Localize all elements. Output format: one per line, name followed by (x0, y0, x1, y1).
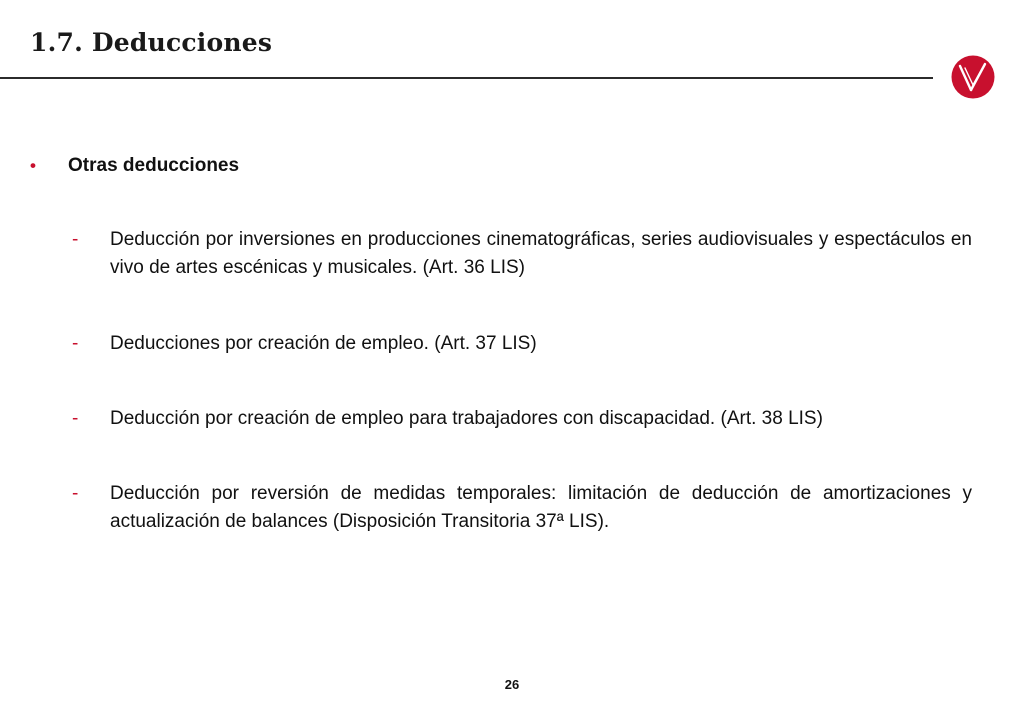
dash-marker: - (72, 229, 79, 250)
list-item-text: Deducciones por creación de empleo. (Art. 37 LIS) (110, 333, 537, 354)
list-item-text: Deducción por inversiones en producciones cinematográficas, series audiovisuales y espectáculos en vivo de artes escénicas y musicales. (Art. 36 LIS) (110, 229, 972, 278)
brand-logo-icon (951, 55, 995, 99)
dash-marker: - (72, 483, 79, 504)
section-heading-text: Otras deducciones (68, 155, 240, 176)
list-item (30, 405, 972, 433)
list-item (30, 480, 972, 536)
list-item-text: Deducción por creación de empleo para trabajadores con discapacidad. (Art. 38 LIS) (110, 408, 823, 429)
deductions-list (30, 226, 972, 536)
section-heading (30, 152, 972, 180)
dash-marker: - (72, 333, 79, 354)
slide-content (30, 152, 972, 536)
list-item (30, 330, 972, 358)
list-item (30, 226, 972, 282)
page-number: 26 (504, 677, 520, 692)
slide-title: 1.7. Deducciones (30, 28, 273, 57)
title-divider (0, 77, 933, 79)
list-item-text: Deducción por reversión de medidas temporales: limitación de deducción de amortizaciones y actualización de balances (Disposición Transitoria 37ª LIS). (110, 483, 972, 532)
dash-marker: - (72, 408, 79, 429)
bullet-icon: • (30, 156, 36, 175)
